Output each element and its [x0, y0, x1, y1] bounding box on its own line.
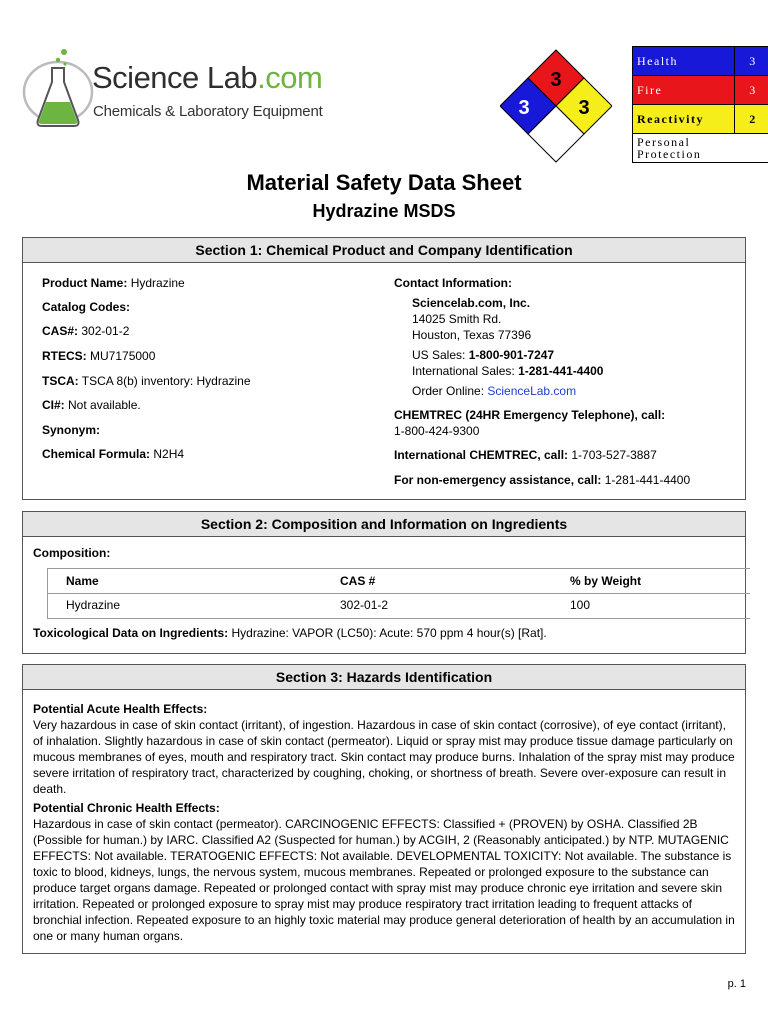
ci-number: CI#: Not available. — [42, 398, 141, 412]
acute-effects-text: Very hazardous in case of skin contact (irritant), of ingestion. Hazardous in case of skin contact (corrosive), of eye contact (irritant), of inhalation. Slightly hazardous in case of skin contact (permeator). Liquid or spray mist may produce tissue damage particularly on mucous membranes of eyes, mouth and respiratory tract. Skin contact may produce burns. Inhalation of the spray mist may produce severe irritation of respiratory tract, characterized by coughing, choking, or shortness of breath. Severe over-exposure can result in death. — [33, 718, 735, 796]
hazard-rating-table — [632, 46, 768, 163]
health-label: Health — [633, 47, 735, 76]
logo-tagline: Chemicals & Laboratory Equipment — [93, 103, 323, 120]
catalog-codes: Catalog Codes: — [42, 300, 131, 314]
non-emergency-assistance: For non-emergency assistance, call: 1-281-441-4400 — [394, 473, 691, 487]
nfpa-diamond — [500, 46, 612, 164]
synonym: Synonym: — [42, 423, 101, 437]
chronic-effects-text: Hazardous in case of skin contact (permeator). CARCINOGENIC EFFECTS: Classified + (PROVEN) by OSHA. Classified 2B (Possible for human.) by IARC. Classified A2 (Suspected for human.) by ACGIH, 2 (Reasonably anticipated.) by NTP. MUTAGENIC EFFECTS: Not available. TERATOGENIC EFFECTS: Not available. DEVELOPMENTAL TOXICITY: Not available. The substance is toxic to blood, kidneys, lungs, the nervous system, mucous membranes. Repeated or prolonged exposure to the substance can produce target organs damage. Repeated or prolonged contact with spray mist may produce chronic eye irritation and severe skin irritation. Repeated or prolonged exposure to spray mist may produce respiratory tract irritation leading to frequent attacks of bronchial infection. Repeated exposure to an highly toxic material may produce general deterioration of health by an accumulation in one or many human organs. — [33, 817, 735, 943]
contact-info-label: Contact Information: — [394, 276, 512, 290]
order-online: Order Online: ScienceLab.com — [412, 384, 577, 398]
table-cell-weight: 100 — [570, 598, 591, 612]
chemtrec-label: CHEMTREC (24HR Emergency Telephone), call: — [394, 408, 666, 422]
section-3-heading: Section 3: Hazards Identification — [23, 665, 745, 690]
document-subtitle: Hydrazine MSDS — [312, 201, 456, 221]
composition-label: Composition: — [33, 546, 111, 560]
fire-label: Fire — [633, 76, 735, 105]
table-cell-cas: 302-01-2 — [340, 598, 389, 612]
toxicological-data: Toxicological Data on Ingredients: Hydrazine: VAPOR (LC50): Acute: 570 ppm 4 hour(s) [Rat]. — [33, 626, 547, 640]
hazard-row-fire — [633, 76, 768, 105]
hazard-row-reactivity — [633, 105, 768, 134]
health-value: 3 — [735, 47, 768, 76]
section-2-heading: Section 2: Composition and Information on Ingredients — [23, 512, 745, 537]
acute-effects-label: Potential Acute Health Effects: — [33, 702, 208, 716]
ppe-label: Personal Protection — [633, 134, 768, 163]
chemical-formula: Chemical Formula: N2H4 — [42, 447, 185, 461]
nfpa-reactivity-value: 3 — [578, 97, 590, 119]
company-name: Sciencelab.com, Inc. — [412, 296, 531, 310]
section-1 — [22, 237, 746, 500]
flask-icon — [38, 49, 79, 126]
nfpa-fire-value: 3 — [550, 69, 562, 91]
international-sales: International Sales: 1-281-441-4400 — [412, 364, 604, 378]
reactivity-label: Reactivity — [633, 105, 735, 134]
hazard-row-ppe — [633, 134, 768, 163]
document-title: Material Safety Data Sheet — [246, 170, 522, 195]
page-number: p. 1 — [727, 978, 746, 990]
column-header-name: Name — [66, 574, 99, 588]
cas-number: CAS#: 302-01-2 — [42, 324, 130, 338]
logo-wordmark: Science Lab.com — [92, 60, 323, 95]
table-divider — [48, 593, 750, 594]
section-2 — [22, 511, 746, 654]
order-online-link[interactable]: ScienceLab.com — [487, 384, 577, 398]
reactivity-value: 2 — [735, 105, 768, 134]
section-1-heading: Section 1: Chemical Product and Company Identification — [23, 238, 745, 263]
rtecs: RTECS: MU7175000 — [42, 349, 156, 363]
chemtrec-phone: 1-800-424-9300 — [394, 424, 480, 438]
tsca: TSCA: TSCA 8(b) inventory: Hydrazine — [42, 374, 251, 388]
nfpa-health-value: 3 — [518, 97, 530, 119]
composition-table — [47, 568, 750, 619]
address-line-1: 14025 Smith Rd. — [412, 312, 502, 326]
section-3 — [22, 664, 746, 954]
fire-value: 3 — [735, 76, 768, 105]
product-name: Product Name: Hydrazine — [42, 276, 185, 290]
table-cell-name: Hydrazine — [66, 598, 121, 612]
address-line-2: Houston, Texas 77396 — [412, 328, 532, 342]
hazard-row-health — [633, 47, 768, 76]
international-chemtrec: International CHEMTREC, call: 1-703-527-3887 — [394, 448, 657, 462]
column-header-weight: % by Weight — [570, 574, 642, 588]
us-sales: US Sales: 1-800-901-7247 — [412, 348, 555, 362]
column-header-cas: CAS # — [340, 574, 376, 588]
chronic-effects-label: Potential Chronic Health Effects: — [33, 801, 220, 815]
